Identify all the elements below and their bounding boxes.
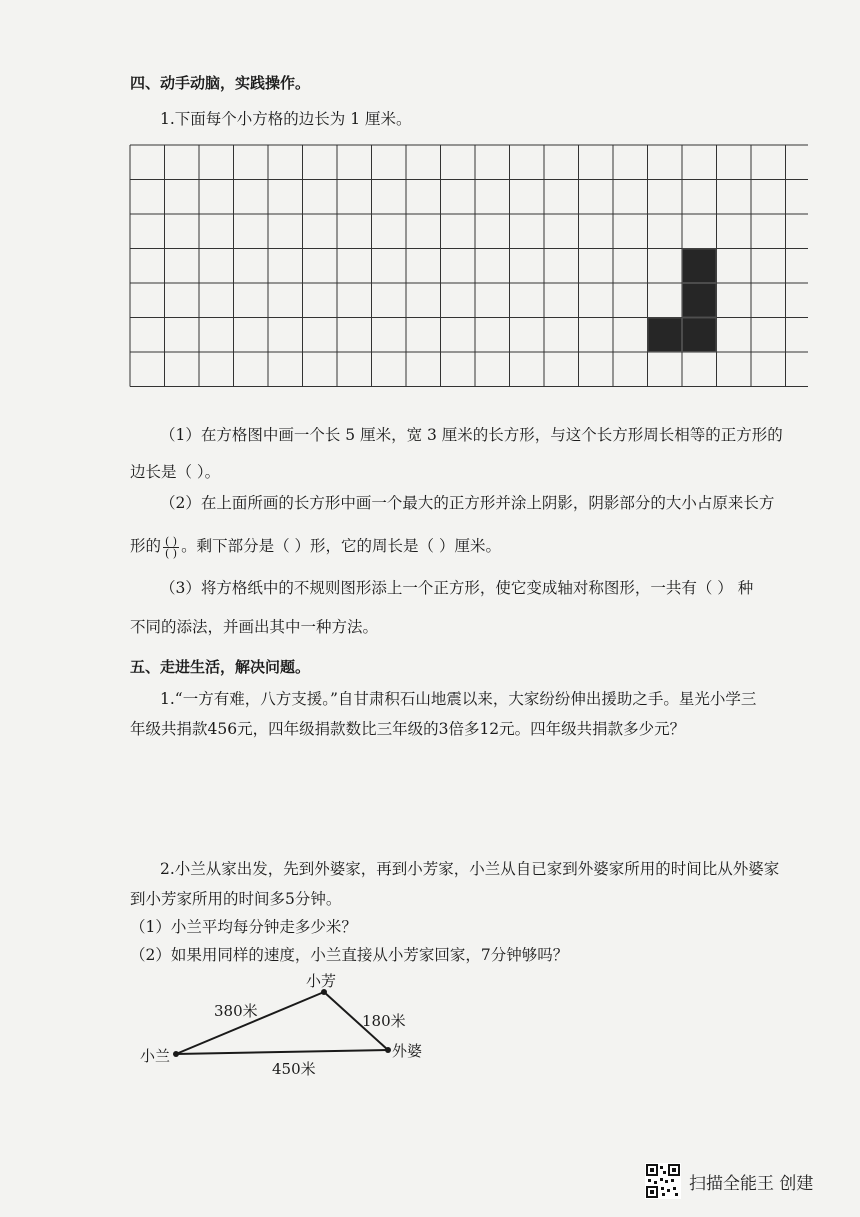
- distance-lan-waipo: 450米: [272, 1060, 316, 1078]
- shaded-cell: [682, 318, 717, 353]
- label-waipo: 外婆: [392, 1042, 423, 1060]
- distance-fang-waipo: 180米: [362, 1012, 406, 1030]
- problem-1-line2: 年级共捐款456元，四年级捐款数比三年级的3倍多12元。四年级共捐款多少元？: [130, 720, 686, 738]
- question-1-3-line1: （3）将方格纸中的不规则图形添上一个正方形，使它变成轴对称图形，一共有（ ） 种: [160, 579, 754, 597]
- question-1-intro: 1.下面每个小方格的边长为 1 厘米。: [160, 110, 412, 128]
- question-1-2-prefix: 形的: [130, 537, 162, 555]
- point-waipo: [385, 1047, 391, 1053]
- section-5-title: 五、走进生活，解决问题。: [130, 658, 311, 676]
- question-1-2-line1: （2）在上面所画的长方形中画一个最大的正方形并涂上阴影，阴影部分的大小占原来长方: [160, 494, 775, 512]
- shaded-cell: [648, 318, 683, 353]
- label-xiaofang: 小芳: [306, 972, 337, 990]
- question-1-3-line2: 不同的添法，并画出其中一种方法。: [130, 618, 379, 636]
- point-xiaolan: [173, 1051, 179, 1057]
- problem-2-line2: 到小芳家所用的时间多5分钟。: [130, 890, 342, 908]
- question-1-1-line1: （1）在方格图中画一个长 5 厘米，宽 3 厘米的长方形，与这个长方形周长相等的正方形的: [160, 426, 783, 444]
- square-grid: [128, 143, 808, 398]
- problem-2-sub1: （1）小兰平均每分钟走多少米？: [130, 918, 357, 936]
- question-1-2-line2: [130, 535, 501, 559]
- question-1-1-line2: 边长是（ ）。: [130, 463, 221, 481]
- fraction-denominator: ( ): [165, 546, 178, 560]
- fraction-numerator: ( ): [165, 534, 178, 548]
- fraction-blank: [163, 536, 179, 559]
- question-1-2-suffix: 。剩下部分是（ ）形，它的周长是（ ）厘米。: [181, 537, 501, 555]
- scanner-watermark: [645, 1163, 813, 1199]
- section-4-title: 四、动手动脑，实践操作。: [130, 74, 311, 92]
- problem-1-line1: 1.“一方有难，八方支援。”自甘肃积石山地震以来，大家纷纷伸出援助之手。星光小学三: [160, 690, 757, 708]
- watermark-text: 扫描全能王 创建: [689, 1173, 814, 1194]
- problem-2-sub2: （2）如果用同样的速度，小兰直接从小芳家回家，7分钟够吗？: [130, 946, 569, 964]
- problem-2-line1: 2.小兰从家出发，先到外婆家，再到小芳家，小兰从自已家到外婆家所用的时间比从外婆家: [160, 860, 780, 878]
- distance-lan-fang: 380米: [214, 1002, 258, 1020]
- label-xiaolan: 小兰: [140, 1047, 171, 1065]
- shaded-cell: [682, 249, 717, 284]
- qr-code-icon: [645, 1163, 681, 1199]
- shaded-cell: [682, 283, 717, 318]
- path-lan-waipo: [176, 1050, 388, 1054]
